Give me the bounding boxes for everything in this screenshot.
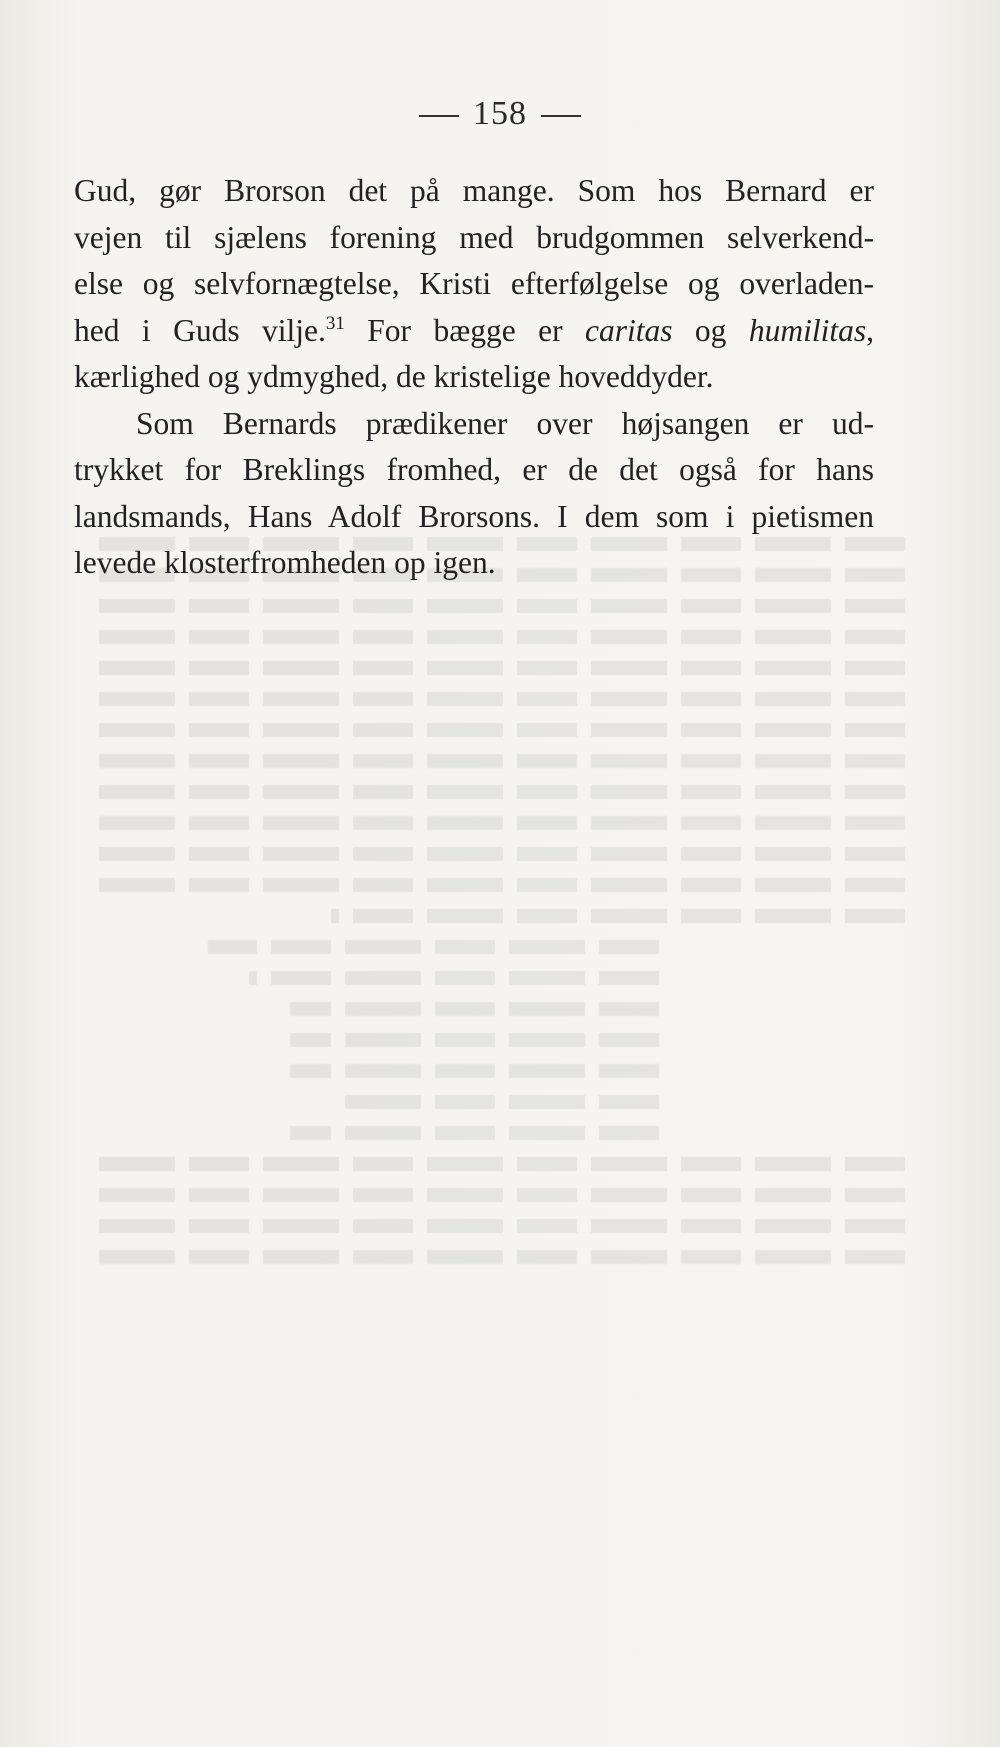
show-through-text <box>85 520 905 1650</box>
latin-term-caritas: caritas <box>585 312 673 348</box>
header-dash-right <box>541 115 581 117</box>
text-line: Som Bernards prædikener over højsangen er ud- <box>136 405 874 441</box>
text-line: hed i Guds vilje.$^{31}$ For bægge er caritas og humilitas, <box>74 312 874 348</box>
text-line: Gud, gør Brorson det på mange. Som hos Bernard er <box>74 173 874 208</box>
paragraph-2 <box>74 401 874 587</box>
text-line: vejen til sjælens forening med brudgommen selverkend- <box>74 219 874 255</box>
text-line: else og selvfornægtelse, Kristi efterfølgelse og overladen- <box>74 266 874 301</box>
page-header <box>0 95 1000 133</box>
header-dash-left <box>419 115 459 117</box>
paragraph-1 <box>74 168 874 401</box>
footnote-reference: 31 <box>325 312 345 334</box>
latin-term-humilitas: humilitas <box>748 312 867 348</box>
text-line: kærlighed og ydmyghed, de kristelige hoveddyder. <box>74 359 714 394</box>
page-number: 158 <box>473 95 527 132</box>
text-line: levede klosterfromheden op igen. <box>74 545 496 580</box>
text-line: landsmands, Hans Adolf Brorsons. I dem som i pietismen <box>74 498 874 534</box>
text-line: trykket for Breklings fromhed, er de det også for hans <box>74 452 874 487</box>
body-text <box>74 168 874 587</box>
